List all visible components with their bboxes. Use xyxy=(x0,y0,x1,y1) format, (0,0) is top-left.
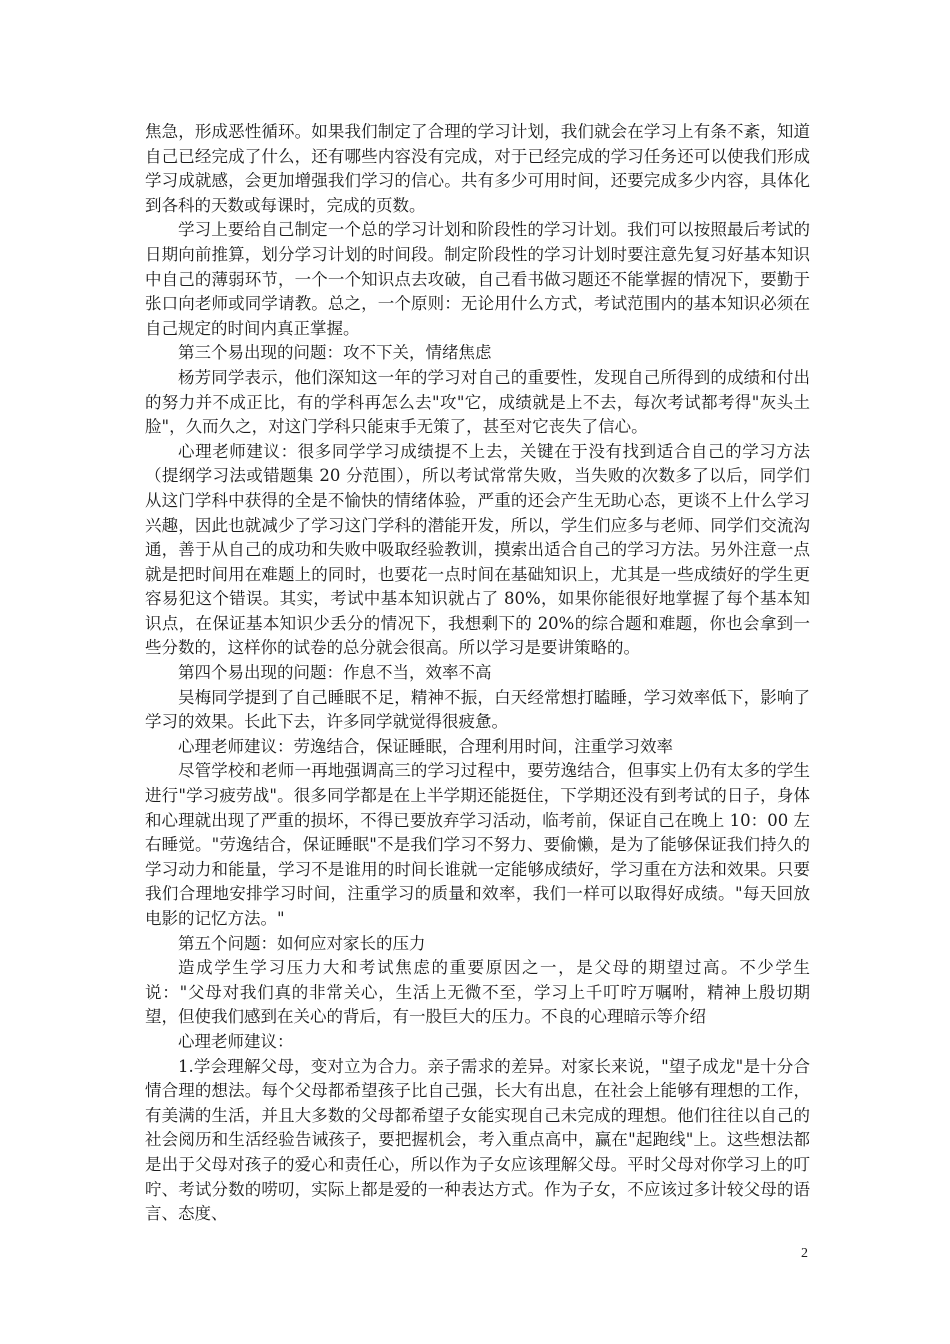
paragraph: 心理老师建议： xyxy=(178,1031,294,1051)
paragraph: 尽管学校和老师一再地强调高三的学习过程中，要劳逸结合，但事实上仍有太多的学生进行"学习疲劳战"。很多同学都是在上半学期还能挺住，下学期还没有到考试的日子，身体和心理就出现了严重的损坏，不得已要放弃学习活动，临考前，保证自己在晚上 10：00 左右睡觉。"劳逸结合，保证睡眠"不是我们学习不努力、要偷懒，是为了能够保证我们持久的学习动力和能量，学习不是谁用的时间长谁就一定能够成绩好，学习重在方法和效果。只要我们合理地安排学习时间，注重学习的质量和效率，我们一样可以取得好成绩。"每天回放电影的记忆方法。" xyxy=(145,761,810,928)
section-heading: 第四个易出现的问题：作息不当，效率不高 xyxy=(178,663,492,683)
paragraph: 1.学会理解父母，变对立为合力。亲子需求的差异。对家长来说，"望子成龙"是十分合情合理的想法。每个父母都希望孩子比自己强，长大有出息，在社会上能够有理想的工作，有美满的生活，并且大多数的父母都希望子女能实现自己未完成的理想。他们往往以自己的社会阅历和生活经验告诫孩子，要把握机会，考入重点高中，赢在"起跑线"上。这些想法都是出于父母对孩子的爱心和责任心，所以作为子女应该理解父母。平时父母对你学习上的叮咛、考试分数的唠叨，实际上都是爱的一种表达方式。作为子女，不应该过多计较父母的语言、态度、 xyxy=(145,1056,810,1224)
paragraph: 焦急，形成恶性循环。如果我们制定了合理的学习计划，我们就会在学习上有条不紊，知道自己已经完成了什么，还有哪些内容没有完成，对于已经完成的学习任务还可以使我们形成学习成就感，会更加增强我们学习的信心。共有多少可用时间，还要完成多少内容，具体化到各科的天数或每课时，完成的页数。 xyxy=(145,122,810,215)
paragraph: 心理老师建议：很多同学学习成绩提不上去，关键在于没有找到适合自己的学习方法（提纲学习法或错题集 20 分范围），所以考试常常失败，当失败的次数多了以后，同学们从这门学科中获得的全是不愉快的情绪体验，严重的还会产生无助心态，更谈不上什么学习兴趣，因此也就减少了学习这门学科的潜能开发，所以，学生们应多与老师、同学们交流沟通，善于从自己的成功和失败中吸取经验教训，摸索出适合自己的学习方法。另外注意一点就是把时间用在难题上的同时，也要花一点时间在基础知识上，尤其是一些成绩好的学生更容易犯这个错误。其实，考试中基本知识就占了 80%，如果你能很好地掌握了每个基本知识点，在保证基本知识少丢分的情况下，我想剩下的 20%的综合题和难题，你也会拿到一些分数的，这样你的试卷的总分就会很高。所以学习是要讲策略的。 xyxy=(145,441,810,658)
paragraph: 造成学生学习压力大和考试焦虑的重要原因之一，是父母的期望过高。不少学生说："父母对我们真的非常关心，生活上无微不至，学习上千叮咛万嘱咐，精神上殷切期望，但使我们感到在关心的背后，有一股巨大的压力。不良的心理暗示等介绍 xyxy=(145,958,810,1027)
paragraph: 心理老师建议：劳逸结合，保证睡眠，合理利用时间，注重学习效率 xyxy=(178,736,673,756)
paragraph: 学习上要给自己制定一个总的学习计划和阶段性的学习计划。我们可以按照最后考试的日期向前推算，划分学习计划的时间段。制定阶段性的学习计划时要注意先复习好基本知识中自己的薄弱环节，一个一个知识点去攻破，自己看书做习题还不能掌握的情况下，要勤于张口向老师或同学请教。总之，一个原则：无论用什么方式，考试范围内的基本知识必须在自己规定的时间内真正掌握。 xyxy=(145,220,810,338)
section-heading: 第五个问题：如何应对家长的压力 xyxy=(178,933,426,953)
page-number: 2 xyxy=(801,1246,808,1261)
section-heading: 第三个易出现的问题：攻不下关，情绪焦虑 xyxy=(178,343,492,363)
paragraph: 吴梅同学提到了自己睡眠不足，精神不振，白天经常想打瞌睡，学习效率低下，影响了学习的效果。长此下去，许多同学就觉得很疲惫。 xyxy=(145,687,810,732)
body-text xyxy=(145,120,810,1227)
paragraph: 杨芳同学表示，他们深知这一年的学习对自己的重要性，发现自己所得到的成绩和付出的努力并不成正比，有的学科再怎么去"攻"它，成绩就是上不去，每次考试都考得"灰头土脸"，久而久之，对这门学科只能束手无策了，甚至对它丧失了信心。 xyxy=(145,367,810,437)
